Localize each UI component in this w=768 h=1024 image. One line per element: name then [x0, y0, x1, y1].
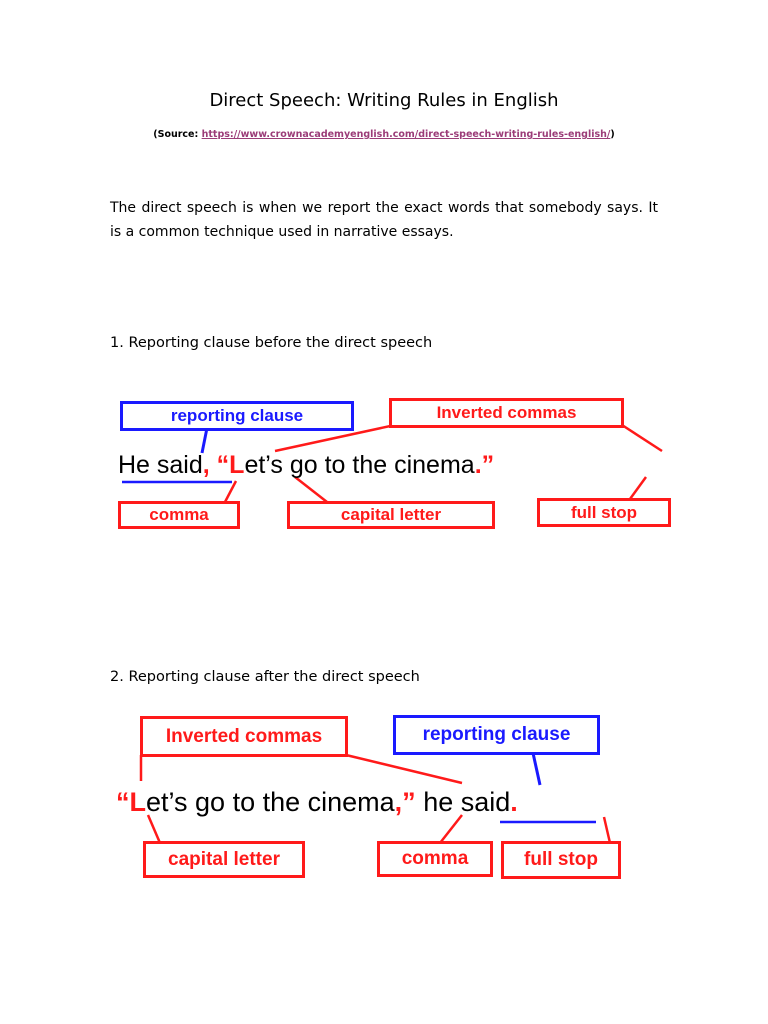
- quoted-words: et’s go to the cinema: [244, 451, 475, 479]
- quoted-words: et’s go to the cinema: [146, 787, 395, 817]
- example-sentence-2: [116, 787, 518, 818]
- source-prefix: (Source:: [153, 129, 202, 140]
- section1-diagram: [0, 395, 768, 535]
- open-quote-mark: “: [116, 787, 130, 817]
- source-link[interactable]: https://www.crownacademyenglish.com/direct-speech-writing-rules-english/: [201, 129, 611, 140]
- comma-mark: ,: [202, 451, 210, 479]
- source-suffix: ): [610, 129, 615, 140]
- label-capital-letter: capital letter: [287, 501, 495, 529]
- document-title: Direct Speech: Writing Rules in English: [209, 90, 559, 111]
- full-stop-mark: .: [474, 451, 482, 479]
- reporting-words: He said: [118, 451, 203, 479]
- section2-diagram: [0, 713, 768, 883]
- label-reporting-clause: reporting clause: [120, 401, 354, 431]
- label-reporting-clause: reporting clause: [393, 715, 600, 755]
- example-sentence-1: [118, 451, 494, 480]
- label-full-stop: full stop: [501, 841, 621, 879]
- label-inverted-commas: Inverted commas: [389, 398, 624, 428]
- capital-letter-mark: L: [229, 451, 245, 479]
- section2-heading: 2. Reporting clause after the direct speech: [110, 669, 420, 685]
- intro-paragraph: The direct speech is when we report the exact words that somebody says. It is a common technique used in narrative essays.: [110, 200, 658, 240]
- label-inverted-commas: Inverted commas: [140, 716, 348, 757]
- reporting-words: he said: [423, 787, 511, 817]
- open-quote-mark: “: [216, 451, 230, 479]
- close-quote-mark: ”: [481, 451, 495, 479]
- full-stop-mark: .: [510, 787, 518, 817]
- section1-heading: 1. Reporting clause before the direct speech: [110, 335, 433, 351]
- label-capital-letter: capital letter: [143, 841, 305, 878]
- label-comma: comma: [377, 841, 493, 877]
- label-comma: comma: [118, 501, 240, 529]
- close-quote-mark: ”: [402, 787, 416, 817]
- comma-mark: ,: [394, 787, 403, 817]
- label-full-stop: full stop: [537, 498, 671, 527]
- capital-letter-mark: L: [129, 787, 146, 817]
- source-citation: [0, 129, 768, 140]
